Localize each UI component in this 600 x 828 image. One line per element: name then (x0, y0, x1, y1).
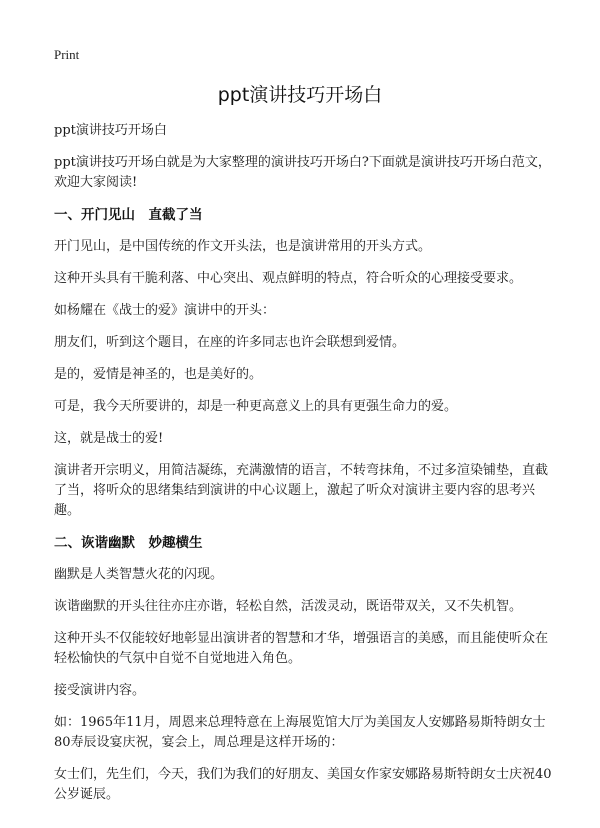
paragraph: 接受演讲内容。 (54, 683, 146, 698)
paragraph: 开门见山，是中国传统的作文开头法，也是演讲常用的开头方式。 (54, 239, 432, 254)
document-title: ppt演讲技巧开场白 (217, 84, 383, 106)
paragraph: 演讲者开宗明义，用简洁凝练，充满激情的语言，不转弯抹角，不过多渲染铺垫，直截了当，将听众的思绪集结到演讲的中心议题上，激起了听众对演讲主要内容的思考兴趣。 (54, 463, 549, 518)
paragraph: 如：1965年11月，周恩来总理特意在上海展览馆大厅为美国友人安娜路易斯特朗女士80寿辰设宴庆祝，宴会上，周总理是这样开场的： (54, 715, 546, 750)
paragraph: 这，就是战士的爱! (54, 431, 164, 446)
document-body (54, 121, 554, 817)
paragraph: 朋友们，听到这个题目，在座的许多同志也许会联想到爱情。 (54, 335, 406, 350)
paragraph: 幽默是人类智慧火花的闪现。 (54, 567, 224, 582)
paragraph: 是的，爱情是神圣的，也是美好的。 (54, 367, 263, 382)
paragraph: 如杨耀在《战士的爱》演讲中的开头： (54, 303, 276, 318)
section-heading: 一、开门见山 直截了当 (54, 207, 203, 223)
paragraph: ppt演讲技巧开场白就是为大家整理的演讲技巧开场白?下面就是演讲技巧开场白范文，欢迎大家阅读! (54, 155, 551, 190)
paragraph: 可是，我今天所要讲的，却是一种更高意义上的具有更强生命力的爱。 (54, 399, 458, 414)
print-label[interactable]: Print (54, 47, 80, 62)
paragraph: 女士们，先生们，今天，我们为我们的好朋友、美国女作家安娜路易斯特朗女士庆祝40公岁诞辰。 (54, 767, 552, 802)
paragraph: 诙谐幽默的开头往往亦庄亦谐，轻松自然，活泼灵动，既语带双关，又不失机智。 (54, 599, 523, 614)
section-heading: 二、诙谐幽默 妙趣横生 (54, 535, 203, 551)
paragraph: 这种开头具有干脆利落、中心突出、观点鲜明的特点，符合听众的心理接受要求。 (54, 271, 523, 286)
paragraph: ppt演讲技巧开场白 (54, 123, 167, 138)
paragraph: 这种开头不仅能较好地彰显出演讲者的智慧和才华，增强语言的美感，而且能使听众在轻松愉快的气氛中自觉不自觉地进入角色。 (54, 631, 549, 666)
